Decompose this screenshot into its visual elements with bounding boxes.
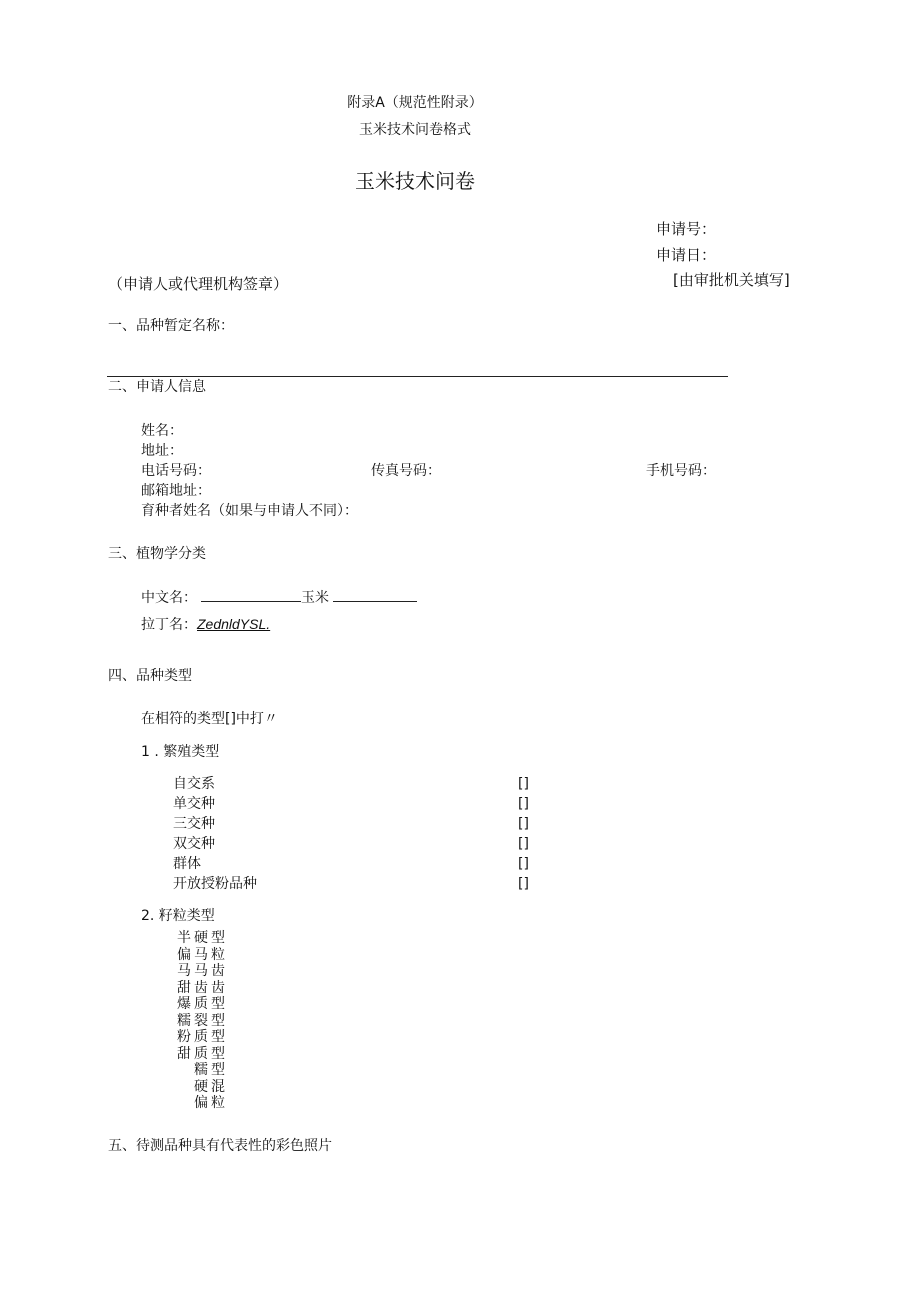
section-3-heading: 三、植物学分类: [108, 546, 206, 562]
latin-name-value: ZednldYSL.: [197, 616, 271, 632]
applicant-address-field: 地址：: [141, 443, 183, 459]
breeder-name-field: 育种者姓名（如果与申请人不同）：: [141, 503, 358, 519]
format-title: 玉米技术问卷格式: [359, 122, 471, 138]
page-title: 玉米技术问卷: [355, 169, 475, 193]
section-2-heading: 二、申请人信息: [108, 379, 206, 395]
kernel-type-heading: 2. 籽粒类型: [141, 908, 215, 924]
propagation-option-label: 单交种: [173, 796, 215, 812]
propagation-checkbox[interactable]: []: [518, 876, 529, 892]
kernel-type-column-b: 硬马马齿质裂质质糯硬偏: [194, 930, 208, 1111]
appendix-label: 附录A（规范性附录）: [347, 95, 483, 111]
mobile-field: 手机号码：: [646, 463, 716, 479]
section-5-heading: 五、待测品种具有代表性的彩色照片: [108, 1138, 332, 1154]
propagation-checkbox[interactable]: []: [518, 796, 529, 812]
chinese-name-row: [141, 591, 417, 605]
authority-note: [由审批机关填写]: [673, 271, 790, 289]
chinese-name-underline-right: [333, 600, 417, 602]
latin-name-label: 拉丁名：: [141, 617, 197, 633]
propagation-checkbox[interactable]: []: [518, 816, 529, 832]
application-no-field: 申请号：: [656, 220, 717, 238]
fax-field: 传真号码：: [371, 463, 441, 479]
section-1-heading: 一、品种暂定名称：: [108, 318, 234, 334]
variety-name-line: [107, 376, 728, 377]
application-date-field: 申请日：: [656, 246, 717, 264]
propagation-option-label: 群体: [173, 856, 201, 872]
latin-name-row: [141, 617, 270, 632]
propagation-checkbox[interactable]: []: [518, 776, 529, 792]
kernel-type-column-a: 半偏马甜爆糯粉甜: [177, 930, 191, 1062]
applicant-name-field: 姓名：: [141, 423, 183, 439]
propagation-option-label: 自交系: [173, 776, 215, 792]
propagation-option-label: 开放授粉品种: [173, 876, 257, 892]
email-field: 邮箱地址：: [141, 483, 211, 499]
applicant-seal-label: （申请人或代理机构签章）: [108, 275, 289, 293]
phone-field: 电话号码：: [141, 463, 211, 479]
chinese-name-underline-left: [201, 600, 301, 602]
propagation-type-heading: 1 . 繁殖类型: [141, 744, 220, 760]
chinese-name-label: 中文名：: [141, 590, 197, 606]
section-4-heading: 四、品种类型: [108, 668, 192, 684]
variety-type-instruction: 在相符的类型[]中打〃: [141, 711, 278, 727]
kernel-type-column-c: 型粒齿齿型型型型型混粒: [211, 930, 225, 1111]
propagation-option-label: 三交种: [173, 816, 215, 832]
propagation-checkbox[interactable]: []: [518, 836, 529, 852]
propagation-option-label: 双交种: [173, 836, 215, 852]
chinese-name-value: 玉米: [301, 590, 329, 606]
propagation-checkbox[interactable]: []: [518, 856, 529, 872]
